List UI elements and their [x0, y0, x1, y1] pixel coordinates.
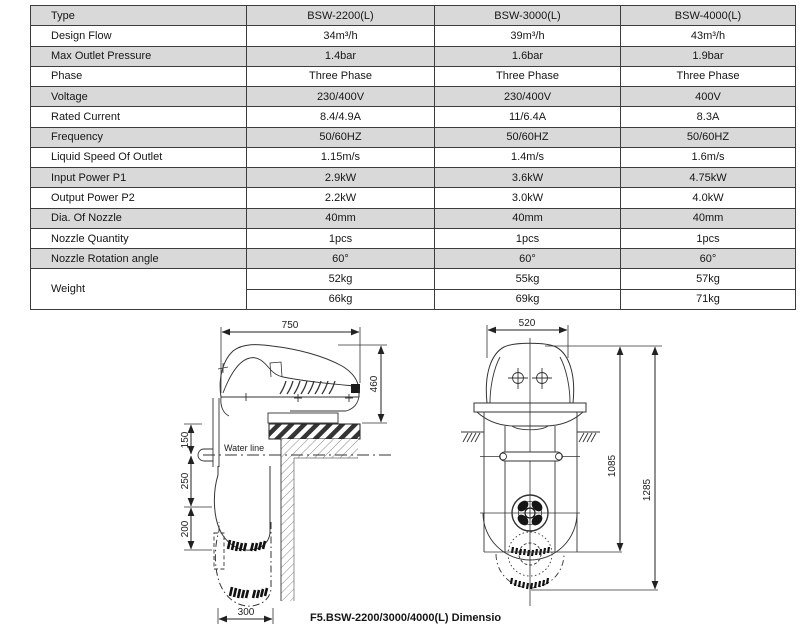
cell-value: 11/6.4A	[435, 107, 621, 127]
cell-value: 1.4bar	[247, 46, 435, 66]
row-label: Rated Current	[31, 107, 247, 127]
cell-value: 40mm	[435, 208, 621, 228]
dim-label-300: 300	[237, 607, 255, 618]
cell-value: 400V	[621, 87, 796, 107]
cell-value: 34m³/h	[247, 26, 435, 46]
table-row	[31, 127, 796, 147]
row-label: Liquid Speed Of Outlet	[31, 147, 247, 167]
row-label: Type	[31, 6, 247, 26]
table-row	[31, 269, 796, 289]
cell-value: 57kg	[621, 269, 796, 289]
row-label: Frequency	[31, 127, 247, 147]
cell-value: 8.3A	[621, 107, 796, 127]
cell-value: 1.15m/s	[247, 147, 435, 167]
jet-marks-front-top	[512, 547, 549, 556]
cell-value: 52kg	[247, 269, 435, 289]
row-label: Design Flow	[31, 26, 247, 46]
row-label: Weight	[31, 269, 247, 310]
table-row	[31, 66, 796, 86]
row-label: Phase	[31, 66, 247, 86]
cell-value: 1pcs	[435, 228, 621, 248]
vent-slats	[280, 381, 335, 394]
dim-label-150: 150	[180, 431, 191, 449]
dim-width-300	[218, 607, 273, 624]
cell-value: 1.9bar	[621, 46, 796, 66]
cell-value: Three Phase	[435, 66, 621, 86]
table-row	[31, 147, 796, 167]
dim-label-250: 250	[180, 472, 191, 490]
table-row	[31, 46, 796, 66]
cell-value: 71kg	[621, 289, 796, 309]
cell-value: 230/400V	[247, 87, 435, 107]
dimension-drawing	[0, 308, 800, 638]
cell-value: 66kg	[247, 289, 435, 309]
dim-label-750: 750	[281, 320, 299, 331]
jet-marks-side	[228, 540, 265, 551]
cell-value: 3.0kW	[435, 188, 621, 208]
table-row	[31, 26, 796, 46]
jet-marks-side-alt	[230, 587, 267, 598]
cell-value: 1pcs	[621, 228, 796, 248]
suction-pipe	[198, 398, 219, 467]
row-label: Voltage	[31, 87, 247, 107]
jet-unit-body-side	[218, 345, 360, 423]
table-row	[31, 107, 796, 127]
specification-table	[30, 5, 796, 310]
cell-value: 230/400V	[435, 87, 621, 107]
cell-value: BSW-3000(L)	[435, 6, 621, 26]
cell-value: 69kg	[435, 289, 621, 309]
cell-value: 40mm	[621, 208, 796, 228]
cell-value: 50/60HZ	[621, 127, 796, 147]
table-row	[31, 208, 796, 228]
cell-value: 3.6kW	[435, 168, 621, 188]
cell-value: 60°	[435, 249, 621, 269]
figure-caption: F5.BSW-2200/3000/4000(L) Dimensio	[310, 612, 502, 624]
front-view-drawing	[461, 318, 662, 606]
ground-symbol-right	[577, 432, 600, 442]
cell-value: BSW-2200(L)	[247, 6, 435, 26]
cell-value: 50/60HZ	[435, 127, 621, 147]
cell-value: 8.4/4.9A	[247, 107, 435, 127]
cell-value: 1.6bar	[435, 46, 621, 66]
dim-width-520	[487, 318, 568, 358]
table-row	[31, 168, 796, 188]
cell-value: 2.2kW	[247, 188, 435, 208]
table-row	[31, 6, 796, 26]
cell-value: 4.0kW	[621, 188, 796, 208]
spec-table-body	[31, 6, 796, 310]
cell-value: 40mm	[247, 208, 435, 228]
cell-value: 1.4m/s	[435, 147, 621, 167]
dim-label-200: 200	[180, 520, 191, 538]
cell-value: Three Phase	[247, 66, 435, 86]
dim-label-1085: 1085	[607, 454, 618, 478]
side-view-drawing	[180, 320, 392, 624]
cell-value: 55kg	[435, 269, 621, 289]
dim-chain-left	[180, 424, 212, 550]
row-label: Nozzle Quantity	[31, 228, 247, 248]
cell-value: 2.9kW	[247, 168, 435, 188]
cell-value: 1.6m/s	[621, 147, 796, 167]
row-label: Input Power P1	[31, 168, 247, 188]
jet-marks-front-bottom	[511, 578, 548, 589]
cell-value: BSW-4000(L)	[621, 6, 796, 26]
row-label: Max Outlet Pressure	[31, 46, 247, 66]
row-label: Nozzle Rotation angle	[31, 249, 247, 269]
cell-value: 60°	[247, 249, 435, 269]
dim-label-460: 460	[369, 375, 380, 393]
water-line-label: Water line	[224, 443, 265, 453]
ground-symbol-left	[461, 432, 484, 442]
dim-label-1285: 1285	[642, 478, 653, 502]
row-label: Output Power P2	[31, 188, 247, 208]
table-row	[31, 188, 796, 208]
pool-wall-hatch	[294, 439, 358, 458]
dim-length-750	[221, 320, 360, 393]
table-row	[31, 87, 796, 107]
cell-value: 50/60HZ	[247, 127, 435, 147]
cell-value: Three Phase	[621, 66, 796, 86]
pool-deck	[269, 424, 360, 601]
pool-wall-strip	[281, 439, 294, 601]
underwater-unit-side	[214, 466, 270, 550]
mount-flange	[480, 452, 580, 461]
table-row	[31, 249, 796, 269]
cell-value: 4.75kW	[621, 168, 796, 188]
dim-label-520: 520	[518, 318, 536, 329]
outlet-cap	[351, 384, 360, 393]
table-row	[31, 228, 796, 248]
row-label: Dia. Of Nozzle	[31, 208, 247, 228]
cell-value: 60°	[621, 249, 796, 269]
cell-value: 1pcs	[247, 228, 435, 248]
cell-value: 43m³/h	[621, 26, 796, 46]
cell-value: 39m³/h	[435, 26, 621, 46]
pedestal	[268, 413, 338, 423]
